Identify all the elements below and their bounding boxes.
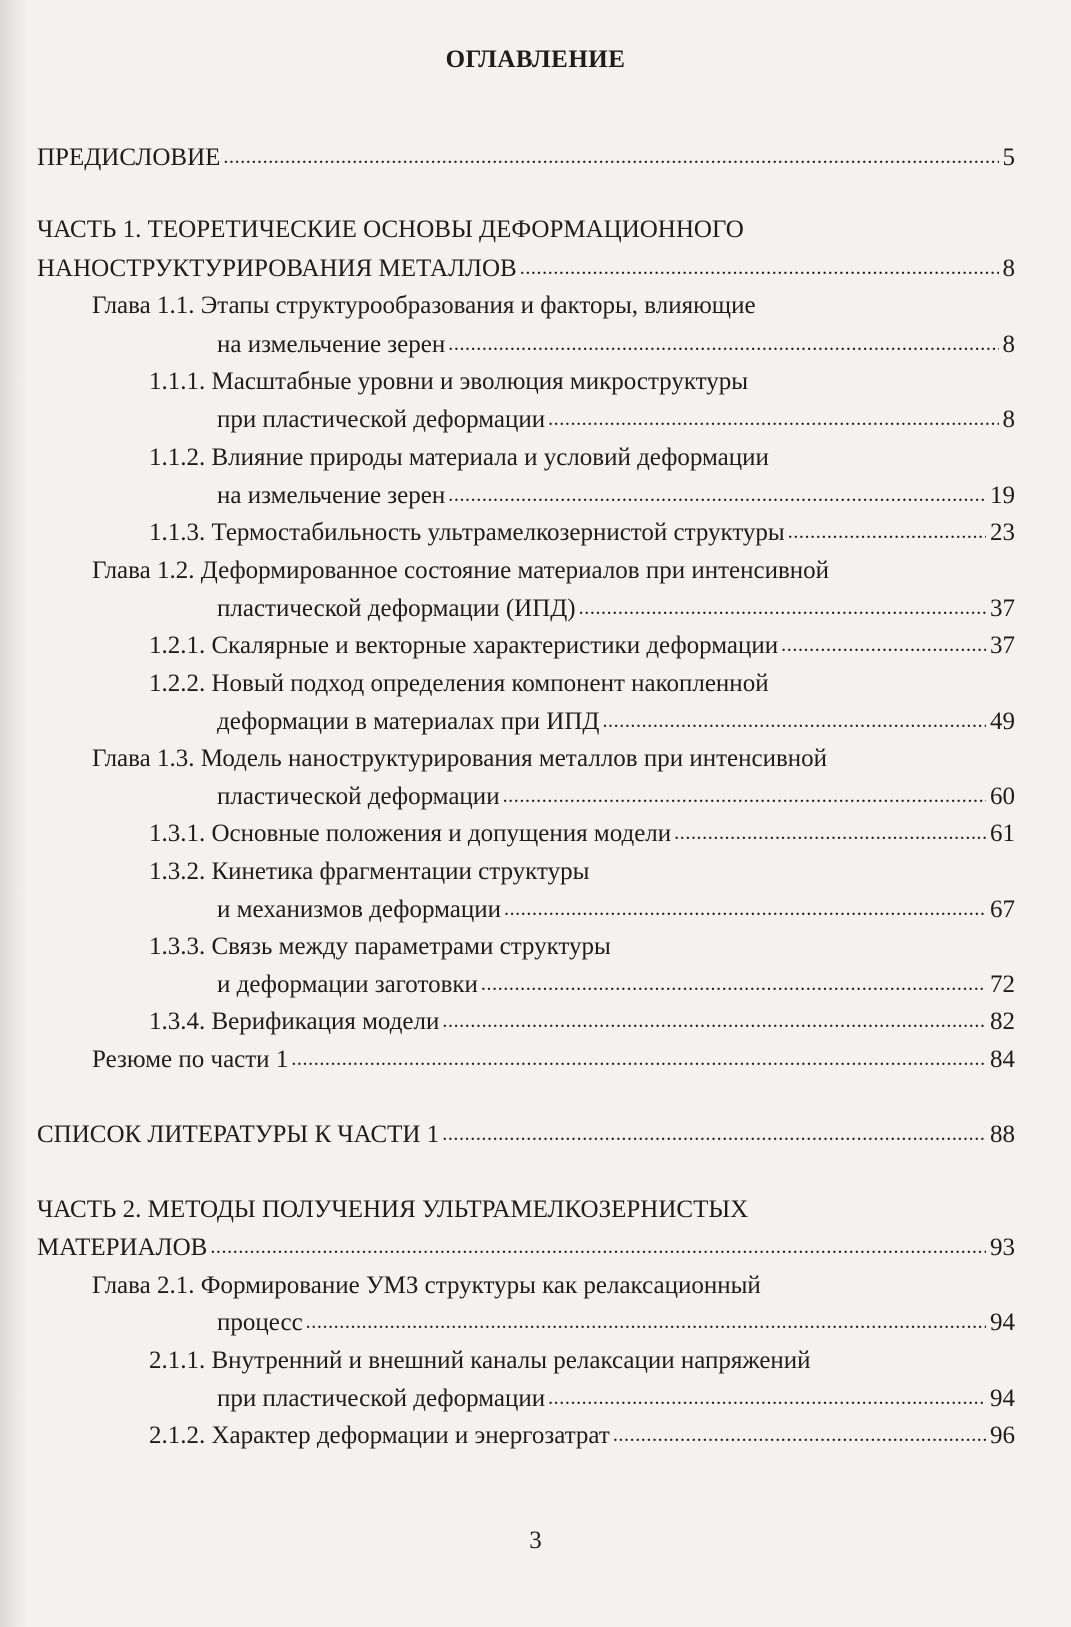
dot-leader (788, 516, 986, 547)
toc-entry-title: 1.3.1. Основные положения и допущения модели (149, 820, 672, 847)
toc-entry-section-1-3-2[interactable] (217, 895, 1015, 926)
toc-page-number: 8 (1002, 331, 1015, 358)
toc-page-number: 37 (990, 595, 1015, 622)
toc-page-number: 60 (990, 783, 1015, 810)
dot-leader (291, 1043, 986, 1074)
toc-entry-chapter-2-1[interactable] (217, 1308, 1015, 1339)
toc-entry-preface[interactable] (37, 143, 1015, 174)
dot-leader (306, 1306, 986, 1337)
toc-page-number: 88 (990, 1121, 1015, 1148)
dot-leader (781, 629, 986, 660)
toc-page-number: 8 (1002, 255, 1015, 282)
dot-leader (448, 328, 998, 359)
toc-page-number: 67 (990, 896, 1015, 923)
toc-entry-section-1-1-2[interactable] (217, 481, 1015, 512)
toc-entry-section-1-2-2[interactable] (217, 707, 1015, 738)
dot-leader (613, 1419, 986, 1450)
toc-part-heading: ЧАСТЬ 1. ТЕОРЕТИЧЕСКИЕ ОСНОВЫ ДЕФОРМАЦИОННОГО (37, 216, 744, 243)
toc-entry-chapter-1-1[interactable] (217, 330, 1015, 361)
toc-chapter-heading: Глава 2.1. Формирование УМЗ структуры как релаксационный (92, 1272, 761, 1299)
toc-entry-title: 2.1.2. Характер деформации и энергозатрат (149, 1422, 610, 1449)
toc-entry-title: и деформации заготовки (217, 971, 478, 998)
toc-entry-title: пластической деформации (ИПД) (217, 595, 576, 622)
toc-entry-section-2-1-1[interactable] (217, 1384, 1015, 1415)
toc-part-heading: ЧАСТЬ 2. МЕТОДЫ ПОЛУЧЕНИЯ УЛЬТРАМЕЛКОЗЕРНИСТЫХ (37, 1196, 749, 1223)
toc-entry-title: 1.1.3. Термостабильность ультрамелкозернистой структуры (149, 519, 785, 546)
toc-chapter-heading: Глава 1.2. Деформированное состояние материалов при интенсивной (92, 557, 830, 584)
dot-leader (504, 893, 986, 924)
toc-entry-title: процесс (217, 1309, 303, 1336)
toc-entry-title: МАТЕРИАЛОВ (37, 1234, 208, 1261)
toc-entry-title: 1.3.4. Верификация модели (149, 1008, 440, 1035)
toc-entry-chapter-1-2[interactable] (217, 594, 1015, 625)
dot-leader (579, 592, 986, 623)
toc-page-number: 23 (990, 519, 1015, 546)
dot-leader (210, 1231, 986, 1262)
toc-entry-section-2-1-2[interactable] (149, 1421, 1015, 1452)
toc-page-number: 49 (990, 708, 1015, 735)
toc-page-number: 72 (990, 971, 1015, 998)
dot-leader (602, 705, 986, 736)
toc-entry-title: деформации в материалах при ИПД (217, 708, 600, 735)
toc-entry-section-1-3-3[interactable] (217, 970, 1015, 1001)
toc-entry-section-1-3-1[interactable] (149, 819, 1015, 850)
toc-entry-section-1-3-4[interactable] (149, 1007, 1015, 1038)
dot-leader (448, 479, 986, 510)
toc-entry-title: при пластической деформации (217, 406, 546, 433)
toc-entry-section-1-2-1[interactable] (149, 631, 1015, 662)
toc-page-number: 5 (1002, 144, 1015, 171)
dot-leader (520, 252, 999, 283)
toc-entry-summary-part-1[interactable] (92, 1045, 1015, 1076)
toc-entry-chapter-1-3[interactable] (217, 782, 1015, 813)
page-number: 3 (529, 1527, 542, 1554)
toc-entry-title: НАНОСТРУКТУРИРОВАНИЯ МЕТАЛЛОВ (37, 255, 517, 282)
toc-entry-references-part-1[interactable] (37, 1120, 1015, 1151)
toc-entry-title: 1.2.1. Скалярные и векторные характеристики деформации (149, 632, 779, 659)
toc-entry-part-2[interactable] (37, 1233, 1015, 1264)
toc-page-number: 61 (990, 820, 1015, 847)
toc-page-number: 84 (990, 1046, 1015, 1073)
toc-page-number: 93 (990, 1234, 1015, 1261)
toc-entry-section-1-1-3[interactable] (149, 518, 1015, 549)
dot-leader (442, 1005, 986, 1036)
toc-section-heading: 1.1.1. Масштабные уровни и эволюция микроструктуры (149, 368, 749, 395)
dot-leader (223, 141, 998, 172)
toc-entry-title: пластической деформации (217, 783, 500, 810)
toc-section-heading: 1.2.2. Новый подход определения компонент накопленной (149, 670, 769, 697)
dot-leader (442, 1118, 986, 1149)
toc-entry-title: при пластической деформации (217, 1385, 546, 1412)
dot-leader (481, 968, 986, 999)
dot-leader (674, 817, 986, 848)
toc-chapter-heading: Глава 1.1. Этапы структурообразования и факторы, влияющие (92, 292, 756, 319)
toc-entry-title: ПРЕДИСЛОВИЕ (37, 144, 221, 171)
toc-page-number: 8 (1002, 406, 1015, 433)
dot-leader (503, 780, 986, 811)
toc-entry-section-1-1-1[interactable] (217, 405, 1015, 436)
toc-page-number: 82 (990, 1008, 1015, 1035)
toc-entry-title: Резюме по части 1 (92, 1046, 289, 1073)
toc-chapter-heading: Глава 1.3. Модель наноструктурирования металлов при интенсивной (92, 745, 828, 772)
dot-leader (548, 403, 998, 434)
dot-leader (548, 1382, 986, 1413)
toc-page-number: 37 (990, 632, 1015, 659)
toc-section-heading: 1.3.2. Кинетика фрагментации структуры (149, 858, 590, 885)
toc-page-number: 94 (990, 1309, 1015, 1336)
toc-entry-title: и механизмов деформации (217, 896, 501, 923)
toc-section-heading: 1.3.3. Связь между параметрами структуры (149, 933, 611, 960)
page-title: ОГЛАВЛЕНИЕ (445, 46, 626, 73)
toc-page-number: 94 (990, 1385, 1015, 1412)
toc-entry-part-1[interactable] (37, 254, 1015, 285)
toc-section-heading: 1.1.2. Влияние природы материала и условий деформации (149, 444, 769, 471)
toc-entry-title: СПИСОК ЛИТЕРАТУРЫ К ЧАСТИ 1 (37, 1121, 440, 1148)
toc-page-number: 19 (990, 482, 1015, 509)
toc-page-number: 96 (990, 1422, 1015, 1449)
toc-section-heading: 2.1.1. Внутренний и внешний каналы релаксации напряжений (149, 1347, 811, 1374)
toc-entry-title: на измельчение зерен (217, 482, 446, 509)
toc-entry-title: на измельчение зерен (217, 331, 446, 358)
